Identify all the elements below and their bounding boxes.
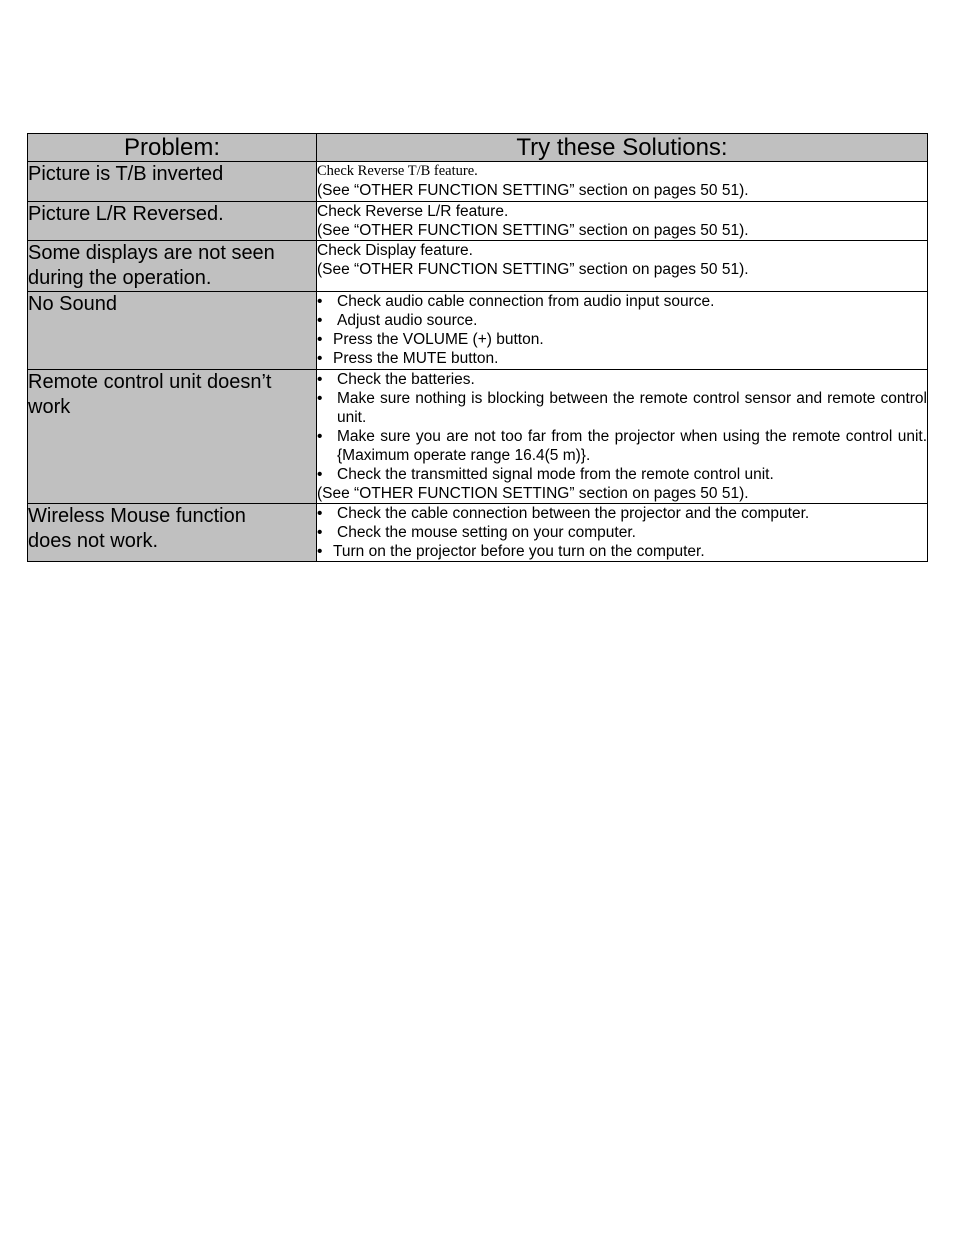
solution-reference: (See “OTHER FUNCTION SETTING” section on pages 50 51). xyxy=(317,261,749,278)
solution-bullet: • Check the mouse setting on your computer. xyxy=(317,524,636,541)
table-row xyxy=(28,370,928,504)
bullet-icon: • xyxy=(317,428,323,445)
solution-text: Check Display feature. xyxy=(317,242,473,259)
problem-cell xyxy=(28,202,317,241)
table-row xyxy=(28,292,928,370)
bullet-icon: • xyxy=(317,466,323,483)
problem-cell xyxy=(28,292,317,370)
problem-text: does not work. xyxy=(28,530,159,552)
solution-bullet: • Make sure nothing is blocking between the remote control sensor and remote control unit. xyxy=(317,390,927,426)
bullet-icon: • xyxy=(317,543,323,560)
problem-text: Remote control unit doesn’t xyxy=(28,371,272,393)
bullet-icon: • xyxy=(317,331,323,348)
solution-text: Check Reverse L/R feature. xyxy=(317,203,509,220)
problem-text: work xyxy=(28,396,71,418)
bullet-icon: • xyxy=(317,524,323,541)
bullet-icon: • xyxy=(317,505,323,522)
solutions-column-header: Try these Solutions: xyxy=(317,134,928,162)
solution-cell xyxy=(317,202,928,241)
bullet-icon: • xyxy=(317,312,323,329)
solution-cell xyxy=(317,504,928,562)
troubleshooting-table xyxy=(27,133,928,562)
solution-text: Check Reverse T/B feature. xyxy=(317,163,478,179)
table-row xyxy=(28,504,928,562)
solution-bullet: • Turn on the projector before you turn on the computer. xyxy=(317,543,705,560)
problem-text: No Sound xyxy=(28,293,117,315)
bullet-icon: • xyxy=(317,371,323,388)
problem-cell xyxy=(28,370,317,504)
table-header-row xyxy=(28,134,928,162)
bullet-icon: • xyxy=(317,390,323,407)
solution-reference: (See “OTHER FUNCTION SETTING” section on pages 50 51). xyxy=(317,485,749,502)
solution-bullet: • Press the VOLUME (+) button. xyxy=(317,331,544,348)
problem-text: Wireless Mouse function xyxy=(28,505,246,527)
solution-reference: (See “OTHER FUNCTION SETTING” section on pages 50 51). xyxy=(317,182,749,199)
solution-bullet: • Check the transmitted signal mode from the remote control unit. xyxy=(317,466,774,483)
table-row xyxy=(28,162,928,202)
solution-bullet: • Check the batteries. xyxy=(317,371,475,388)
solution-bullet: • Check audio cable connection from audio input source. xyxy=(317,293,715,310)
problem-text: Some displays are not seen xyxy=(28,242,275,264)
solution-bullet: • Make sure you are not too far from the projector when using the remote control unit. {Maximum operate range 16.4(5 m)}. xyxy=(317,428,927,464)
bullet-icon: • xyxy=(317,293,323,310)
solution-cell xyxy=(317,370,928,504)
solution-bullet: • Adjust audio source. xyxy=(317,312,478,329)
problem-cell xyxy=(28,162,317,202)
table-row xyxy=(28,202,928,241)
bullet-icon: • xyxy=(317,350,323,367)
solution-cell xyxy=(317,292,928,370)
solution-bullet: • Check the cable connection between the projector and the computer. xyxy=(317,505,810,522)
problem-column-header: Problem: xyxy=(28,134,317,162)
solution-cell xyxy=(317,162,928,202)
problem-text: Picture is T/B inverted xyxy=(28,163,224,185)
solution-reference: (See “OTHER FUNCTION SETTING” section on pages 50 51). xyxy=(317,222,749,239)
solution-cell xyxy=(317,241,928,292)
problem-cell xyxy=(28,241,317,292)
problem-text: Picture L/R Reversed. xyxy=(28,203,224,225)
solution-bullet: • Press the MUTE button. xyxy=(317,350,499,367)
problem-text: during the operation. xyxy=(28,267,212,289)
problem-cell xyxy=(28,504,317,562)
table-row xyxy=(28,241,928,292)
